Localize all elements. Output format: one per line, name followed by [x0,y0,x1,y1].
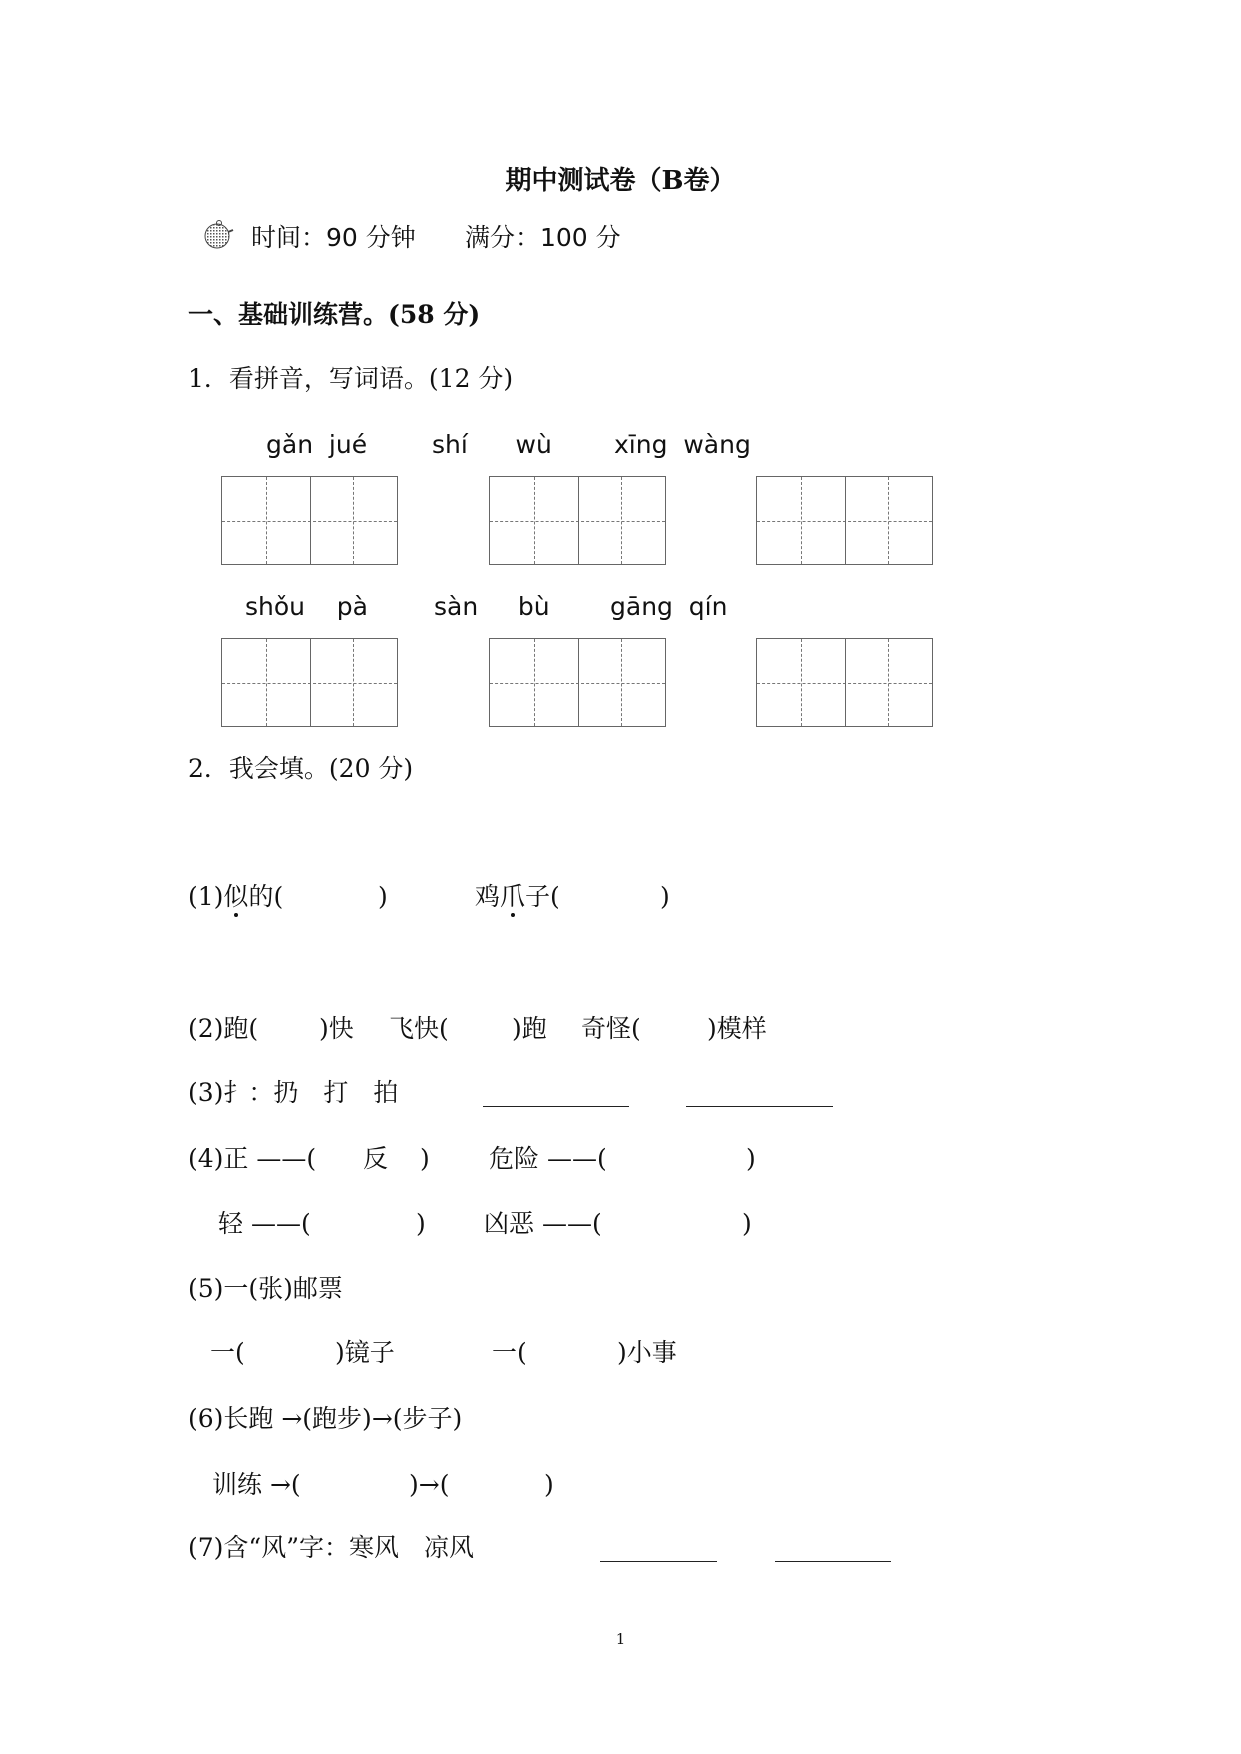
item-2-text: (2)跑( [188,1014,259,1043]
item-1b [475,882,560,912]
item-4-text: (4)正 ——( [188,1144,317,1173]
pinyin-1: gǎn jué [266,430,368,459]
question-2-label: 2．我会填。(20 分) [188,754,414,783]
paren-close: ) [378,882,388,911]
writing-grid[interactable] [221,476,398,565]
item-7-text: (7)含“风”字：寒风 凉风 [188,1533,474,1562]
item-text: 子( [525,882,560,911]
item-2-text: )跑 [512,1014,547,1043]
writing-grid[interactable] [221,638,398,727]
page-number: 1 [615,1630,626,1648]
pinyin-4: shǒu pà [245,592,368,621]
paren-close: ) [416,1209,426,1238]
writing-grid[interactable] [489,476,666,565]
paren-close: ) [742,1209,752,1238]
item-number: (1) [188,882,224,911]
item-2-text: 飞快( [389,1014,449,1043]
pinyin-2: shí wù [432,430,552,459]
emphasis-char: 似 [223,882,249,911]
item-5-text: )镜子 [335,1338,395,1367]
pinyin-6: gāng qín [610,592,728,621]
paren-close: ) [660,882,670,911]
pinyin-3: xīng wàng [614,430,751,459]
item-text: 的( [248,882,284,911]
item-1a [188,882,283,912]
item-2-text: )模样 [707,1014,767,1043]
emphasis-char: 爪 [500,882,526,911]
pinyin-5: sàn bù [434,592,550,621]
section-heading: 一、基础训练营。(58 分) [188,300,481,329]
item-4-text: 轻 ——( [218,1209,311,1238]
item-4-text: 危险 ——( [489,1144,607,1173]
item-5-example: (5)一(张)邮票 [188,1274,343,1303]
item-6-example: (6)长跑 →(跑步)→(步子) [188,1404,463,1433]
item-6-text: 训练 →( [212,1470,301,1499]
item-4-text: 凶恶 ——( [484,1209,602,1238]
item-5-text: 一( [492,1338,527,1367]
paren-close: ) [746,1144,756,1173]
answer-blank[interactable] [686,1106,833,1107]
page-title: 期中测试卷（B卷） [505,166,736,196]
item-text: 鸡 [475,882,501,911]
item-5-text: 一( [210,1338,245,1367]
writing-grid[interactable] [756,638,933,727]
answer-blank[interactable] [483,1106,629,1107]
item-5-text: )小事 [617,1338,677,1367]
question-1-label: 1．看拼音，写词语。(12 分) [188,364,514,393]
writing-grid[interactable] [756,476,933,565]
writing-grid[interactable] [489,638,666,727]
item-2-text: )快 [319,1014,354,1043]
answer-blank[interactable] [600,1561,717,1562]
exam-time: 时间：90 分钟 [251,223,416,252]
item-3-text: (3)扌：扔 打 拍 [188,1078,399,1107]
paren-close: ) [420,1144,430,1173]
example-answer: 反 [363,1144,389,1173]
item-2-text: 奇怪( [581,1014,641,1043]
paren-close: ) [544,1470,554,1499]
full-score: 满分：100 分 [465,223,621,252]
clock-icon [201,218,235,250]
item-6-text: )→( [409,1470,450,1499]
answer-blank[interactable] [775,1561,891,1562]
